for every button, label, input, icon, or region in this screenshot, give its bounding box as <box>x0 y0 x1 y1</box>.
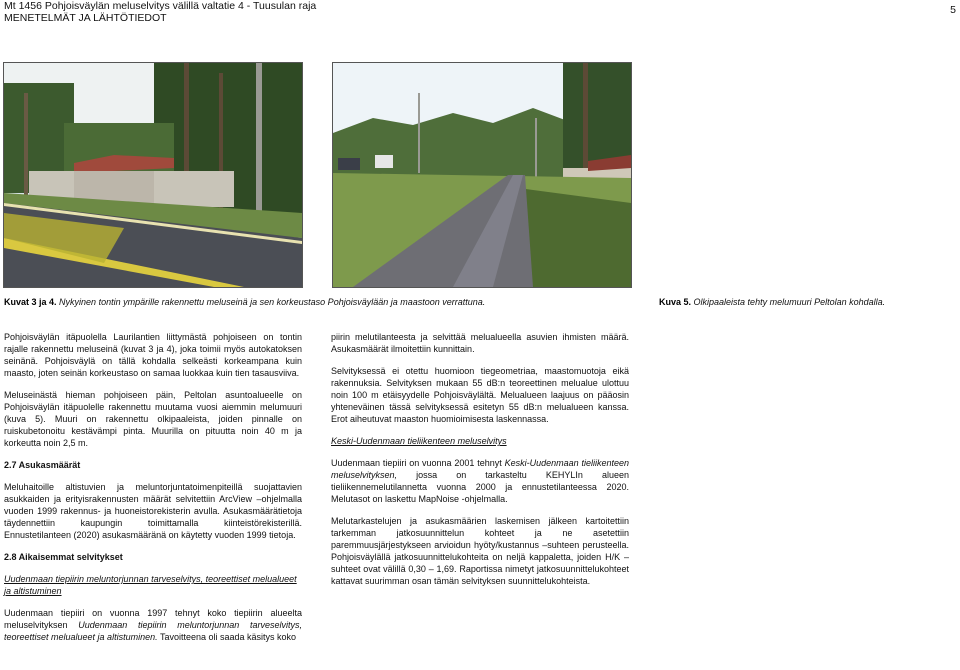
paragraph-theoretical-zone: Selvityksessä ei otettu huomioon tiegeometriaa, maastomuotoja eikä rakennuksia. Selvityksen mukaan 55 dB:n teoreettinen melualue ulottuu noin 100 m etäisyydelle Pohjoisväylältä. Melualueen laajuus on pääosin yhteneväinen tässä selvityksessä esitetyn 55 dB:n melualueen kanssa. Erot aiheutuvat maaston huomioimisesta laskennassa. <box>331 366 629 424</box>
heading-previous-studies: 2.8 Aikaisemmat selvitykset <box>4 552 123 562</box>
paragraph-1997-study <box>4 607 302 643</box>
photo-noise-wall-road <box>3 62 303 288</box>
right-column <box>331 331 629 597</box>
paragraph-noise-wall: Pohjoisväylän itäpuolella Laurilantien liittymästä pohjoiseen on tontin rajalle rakennettu meluseinä (kuvat 3 ja 4), joka toimii myös autokatoksen seinänä. Pohjoisväylä on tällä kohdalla selkeästi korkeampana kuin maasto, joten seinän korkeustaso on samaa luokkaa kuin tien tasausviiva. <box>4 332 302 378</box>
subheading-needs-study <box>4 573 302 597</box>
paragraph-planning-targets: Melutarkastelujen ja asukasmäärien laskemisen jälkeen kartoitettiin tarkemman jatkosuunnittelun kohteet ja ne asetettiin paremmuusjärjestykseen arvioidun hyöty/kustannus –suhteen perusteella. Pohjoisväylällä jatkosuunnittelukohteita on neljä kappaletta, joiden H/K –suhteet ovat välillä 0,30 – 1,69. Raportissa nimetyt jatkosuunnittelukohteet kattavat suurimman osan tämän selvityksen suunnittelukohteista. <box>331 516 629 586</box>
caption-label-5: Kuva 5. <box>659 297 692 307</box>
photo-straw-bale-wall <box>332 62 632 288</box>
paragraph-1997-study-a: Uudenmaan tiepiiri on vuonna 1997 tehnyt koko tiepiirin alueelta meluselvityksen <box>4 608 302 630</box>
heading-residents: 2.7 Asukasmäärät <box>4 460 81 470</box>
caption-text-5: Olkipaaleista tehty melumuuri Peltolan kohdalla. <box>693 297 886 307</box>
paragraph-2001-study-title: Keski-Uudenmaan tieliikenteen meluselvityksen, <box>331 458 629 480</box>
caption-photos-3-4 <box>4 297 485 308</box>
caption-label-3-4: Kuvat 3 ja 4. <box>4 297 57 307</box>
paragraph-straw-wall: Meluseinästä hieman pohjoiseen päin, Peltolan asuntoalueelle on Pohjoisväylän itäpuolelle rakennettu muutama vuosi aiemmin melumuuri (kuva 5). Muuri on rakennettu olkipaaleista, joiden pinnalle on ruiskubetonoitu kestävämpi pinta. Muurilla on pituutta noin 40 m ja korkeutta noin 2,5 m. <box>4 390 302 448</box>
paragraph-2001-study-a: Uudenmaan tiepiiri on vuonna 2001 tehnyt <box>331 458 502 468</box>
paragraph-1997-study-title: Uudenmaan tiepiirin meluntorjunnan tarveselvitys, teoreettiset melualueet ja altistuminen. <box>4 620 302 642</box>
paragraph-1997-study-b: Tavoitteena oli saada käsitys koko <box>159 632 297 642</box>
needs-study-title: Uudenmaan tiepiirin meluntorjunnan tarveselvitys, teoreettiset melualueet ja altistuminen <box>4 574 297 596</box>
left-column <box>4 331 302 653</box>
paragraph-2001-study-b: jossa on tarkasteltu KEHYLIn alueen tieliikennemelutilannetta vuonna 2000 ja ennustetilanteessa 2020. Melutasot on laskettu MapNoise -ohjelmalla. <box>331 470 629 504</box>
paragraph-2001-study <box>331 457 629 505</box>
paragraph-residents: Meluhaitoille altistuvien ja meluntorjuntatoimenpiteillä suojattavien asukkaiden ja erityisrakennusten määrät selvitettiin ArcView –ohjelmalla vuoden 1999 rakennus- ja huoneistorekisterin avulla. Asukasmäärätietoja täydennettiin kaupungin toimittamalla kiinteistörekisterillä. Ennustetilanteen (2020) asukasmääränä on käytetty vuoden 1999 tietoja. <box>4 482 302 540</box>
caption-photo-5 <box>659 297 885 308</box>
subheading-keski-uusimaa <box>331 435 629 447</box>
document-header-section: MENETELMÄT JA LÄHTÖTIEDOT <box>4 12 167 24</box>
document-header-title: Mt 1456 Pohjoisväylän meluselvitys välillä valtatie 4 - Tuusulan raja <box>4 0 317 12</box>
page-number: 5 <box>950 4 956 16</box>
paragraph-district-situation: piirin melutilanteesta ja selvittää melualueella asuvien ihmisten määrä. Asukasmäärät ilmoitettiin kunnittain. <box>331 332 629 354</box>
keski-uusimaa-title: Keski-Uudenmaan tieliikenteen meluselvitys <box>331 436 507 446</box>
caption-text-3-4: Nykyinen tontin ympärille rakennettu meluseinä ja sen korkeustaso Pohjoisväylään ja maastoon verrattuna. <box>59 297 486 307</box>
